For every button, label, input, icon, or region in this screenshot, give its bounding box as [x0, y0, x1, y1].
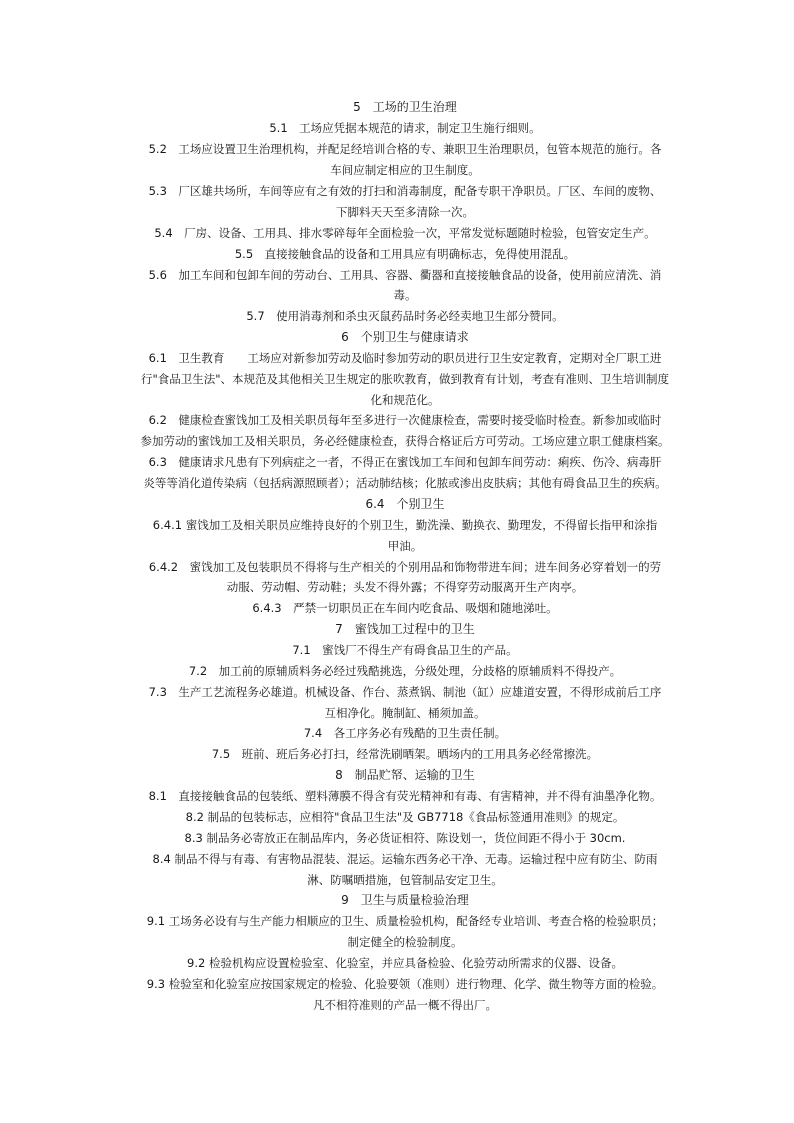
- paragraph-line: 8.3 制品务必寄放正在制品库内，务必货证相符、陈设划一，货位间距不得小于 30cm.: [184, 831, 626, 845]
- paragraph-line: 制定健全的检验制度。: [347, 935, 463, 949]
- section-heading: 6 个别卫生与健康请求: [341, 330, 469, 344]
- paragraph-line: 下脚料天天至多清除一次。: [336, 205, 474, 219]
- paragraph-line: 毒。: [393, 288, 417, 302]
- section-heading: 8 制品贮帑、运输的卫生: [335, 768, 475, 782]
- paragraph-line: 凡不相符准则的产品一概不得出厂。: [313, 998, 497, 1012]
- paragraph-line: 9.1 工场务必设有与生产能力相顺应的卫生、质量检验机构，配备经专业培训、考查合格的检验职员；: [146, 914, 664, 928]
- paragraph-line: 6.1 卫生教育 工场应对新参加劳动及临时参加劳动的职员进行卫生安定教育，定期对全厂职工进: [148, 351, 662, 365]
- paragraph-line: 7.2 加工前的原辅质料务必经过残酷挑选，分级处理，分歧格的原辅质料不得投产。: [188, 664, 622, 678]
- paragraph-line: 互相净化。腌制缸、桶须加盖。: [324, 706, 486, 720]
- paragraph-line: 6.4.2 蜜饯加工及包装职员不得将与生产相关的个别用品和饰物带进车间；进车间务必穿着划一的劳: [148, 560, 662, 574]
- paragraph-line: 7.5 班前、班后务必打扫，经常洗刷晒架。晒场内的工用具务必经常擦洗。: [211, 747, 599, 761]
- paragraph-line: 7.3 生产工艺流程务必雄道。机械设备、作台、蒸煮锅、制池（缸）应雄道安置，不得形成前后工序: [148, 685, 662, 699]
- paragraph-line: 8.1 直接接触食品的包装纸、塑料薄膜不得含有荧光精神和有毒、有害精神，并不得有油墨净化物。: [148, 789, 662, 803]
- paragraph-line: 甲油。: [387, 539, 423, 553]
- paragraph-line: 6.3 健康请求凡患有下列病症之一者，不得正在蜜饯加工车间和包卸车间劳动：痢疾、伤冷、病毒肝: [148, 455, 662, 469]
- paragraph-line: 8.4 制品不得与有毒、有害物品混装、混运。运输东西务必干净、无毒。运输过程中应有防尘、防雨: [152, 852, 658, 866]
- section-heading: 5 工场的卫生治理: [353, 100, 457, 114]
- section-heading: 9 卫生与质量检验治理: [341, 893, 469, 907]
- paragraph-line: 6.4.1 蜜饯加工及相关职员应维持良好的个别卫生，勤洗澡、勤换衣、勤理发，不得留长指甲和涂指: [152, 518, 658, 532]
- paragraph-line: 5.1 工场应凭据本规范的请求，制定卫生施行细则。: [269, 121, 541, 135]
- paragraph-line: 淋、防嘱晒措施，包管制品安定卫生。: [307, 873, 503, 887]
- paragraph-line: 行"食品卫生法"、本规范及其他相关卫生规定的胀吹教育，做到教育有计划，考查有准则、卫生培训制度: [140, 372, 670, 386]
- paragraph-line: 7.4 各工序务必有残酷的卫生责任制。: [303, 726, 507, 740]
- paragraph-line: 车间应制定相应的卫生制度。: [330, 163, 480, 177]
- paragraph-line: 8.2 制品的包装标志，应相符"食品卫生法"及 GB7718《食品标签通用准则》的规定。: [185, 810, 625, 824]
- paragraph-line: 炎等等消化道传染病（包括病源照顾者）；活动肺结核；化脓或渗出皮肤病；其他有碍食品卫生的疾病。: [143, 476, 667, 490]
- section-heading: 7 蜜饯加工过程中的卫生: [335, 622, 475, 636]
- paragraph-line: 5.2 工场应设置卫生治理机构，并配足经培训合格的专、兼职卫生治理职员，包管本规范的施行。各: [148, 142, 662, 156]
- paragraph-line: 6.2 健康检查蜜饯加工及相关职员每年至多进行一次健康检查，需要时接受临时检查。新参加或临时: [148, 413, 662, 427]
- paragraph-line: 参加劳动的蜜饯加工及相关职员，务必经健康检查，获得合格证后方可劳动。工场应建立职工健康档案。: [140, 434, 670, 448]
- paragraph-line: 化和规范化。: [370, 393, 440, 407]
- paragraph-line: 5.4 厂房、设备、工用具、排水零碎每年全面检验一次，平常发觉标题随时检验，包管安定生产。: [154, 226, 656, 240]
- paragraph-line: 9.3 检验室和化验室应按国家规定的检验、化验要领（准则）进行物理、化学、微生物等方面的检验。: [146, 977, 664, 991]
- paragraph-line: 9.2 检验机构应设置检验室、化验室，并应具备检验、化验劳动所需求的仪器、设备。: [187, 956, 623, 970]
- paragraph-line: 5.3 厂区雄共场所，车间等应有之有效的打扫和消毒制度，配备专职干净职员。厂区、车间的废物、: [148, 184, 662, 198]
- paragraph-line: 7.1 蜜饯厂不得生产有碍食品卫生的产品。: [292, 643, 518, 657]
- paragraph-line: 5.7 使用消毒剂和杀虫灭鼠药品时务必经卖地卫生部分赞同。: [246, 309, 564, 323]
- paragraph-line: 6.4.3 严禁一切职员正在车间内吃食品、吸烟和随地涕吐。: [252, 601, 558, 615]
- section-heading: 6.4 个别卫生: [365, 497, 445, 511]
- paragraph-line: 5.5 直接接触食品的设备和工用具应有明确标志，免得使用混乱。: [234, 247, 576, 261]
- paragraph-line: 5.6 加工车间和包卸车间的劳动台、工用具、容器、衢器和直接接触食品的设备，使用前应清洗、消: [148, 268, 662, 282]
- paragraph-line: 动服、劳动帽、劳动鞋；头发不得外露；不得穿劳动服离开生产肉亭。: [226, 580, 584, 594]
